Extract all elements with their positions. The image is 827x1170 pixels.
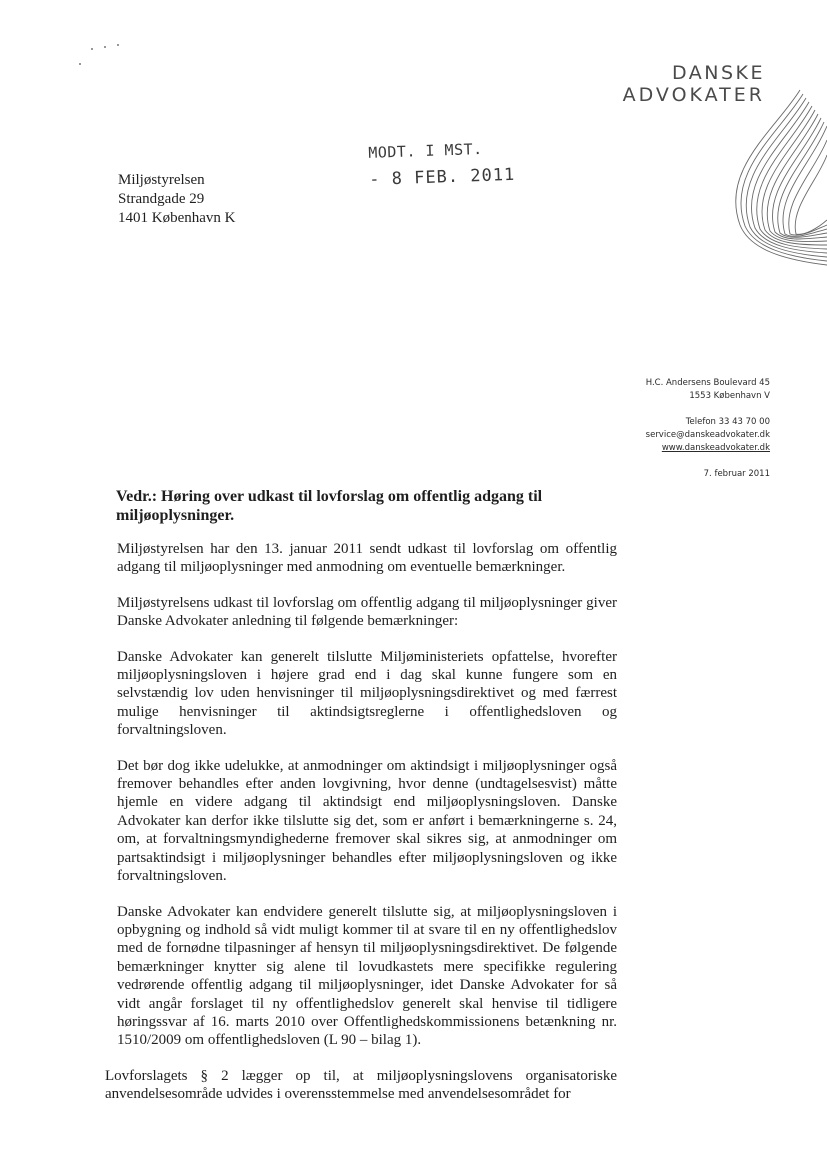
scan-speck xyxy=(91,48,93,50)
sender-city: 1553 København V xyxy=(689,391,770,401)
scan-speck xyxy=(117,44,119,46)
letter-body xyxy=(105,540,617,1121)
scan-speck xyxy=(79,63,81,65)
body-paragraph: Miljøstyrelsen har den 13. januar 2011 sendt udkast til lovforslag om offentlig adgang til miljøoplysninger med anmodning om eventuelle bemærkninger. xyxy=(117,541,617,576)
body-paragraph: Miljøstyrelsens udkast til lovforslag om offentlig adgang til miljøoplysninger giver Danske Advokater anledning til følgende bemærkninger: xyxy=(117,594,617,630)
scan-speck xyxy=(104,46,106,48)
letter-subject: Vedr.: Høring over udkast til lovforslag om offentlig adgang til miljøoplysninger. xyxy=(116,488,543,524)
danske-advokater-logo xyxy=(600,60,827,275)
body-paragraph: Det bør dog ikke udelukke, at anmodninger om aktindsigt i miljøoplysninger også fremover behandles efter anden lovgivning, hvor denne (undtagelsesvist) måtte hjemle en videre adgang til aktindsigt end miljøoplysningsloven. Danske Advokater kan derfor ikke tilslutte sig det, som er anført i bemærkningerne s. 24, om, at forvaltningsmyndighederne fremover skal sikres sig, at anmodninger om partsaktindsigt i miljøoplysninger behandles efter miljøoplysningsloven og ikke forvaltningsloven. xyxy=(117,757,617,885)
recipient-city: 1401 København K xyxy=(118,210,236,226)
sender-street: H.C. Andersens Boulevard 45 xyxy=(645,378,770,388)
sender-details xyxy=(646,377,770,481)
body-paragraph: Danske Advokater kan generelt tilslutte Miljøministeriets opfattelse, hvorefter miljøoplysningsloven i højere grad end i dag skal kunne fungere som en selvstændig lov uden henvisninger til miljøoplysningsdirektivet og med færrest mulige henvisninger til aktindsigtsreglerne i offentlighedsloven og forvaltningsloven. xyxy=(117,648,617,739)
stamp-date: - 8 FEB. 2011 xyxy=(368,164,516,190)
recipient-name: Miljøstyrelsen xyxy=(118,172,205,188)
sender-email: service@danskeadvokater.dk xyxy=(645,430,770,440)
logo-line-1: DANSKE xyxy=(671,62,765,84)
sender-phone: Telefon 33 43 70 00 xyxy=(685,417,770,427)
recipient-street: Strandgade 29 xyxy=(118,191,205,207)
sender-website-link[interactable]: www.danskeadvokater.dk xyxy=(661,443,770,453)
recipient-address xyxy=(118,171,235,228)
body-paragraph: Danske Advokater kan endvidere generelt tilslutte sig, at miljøoplysningsloven i opbygning og indhold så vidt muligt kommer til at svare til en ny offentlighedslov med de fornødne tilpasninger af hensyn til miljøoplysningsdirektivet. De følgende bemærkninger knytter sig alene til lovudkastets mere specifikke regulering vedrørende offentlig adgang til miljøoplysninger, idet Danske Advokater for så vidt angår forslaget til ny offentlighedslov generelt skal henvise til tidligere høringssvar af 16. marts 2010 over Offentlighedskommissionens betænkning nr. 1510/2009 om offentlighedsloven (L 90 – bilag 1). xyxy=(117,903,617,1049)
body-paragraph: Lovforslagets § 2 lægger op til, at miljøoplysningslovens organisatoriske anvendelsesområde udvides i overensstemmelse med anvendelsesområdet for xyxy=(105,1067,617,1103)
letter-date: 7. februar 2011 xyxy=(703,469,770,479)
logo-line-2: ADVOKATER xyxy=(622,84,765,106)
stamp-received-label: MODT. I MST. xyxy=(367,139,483,162)
